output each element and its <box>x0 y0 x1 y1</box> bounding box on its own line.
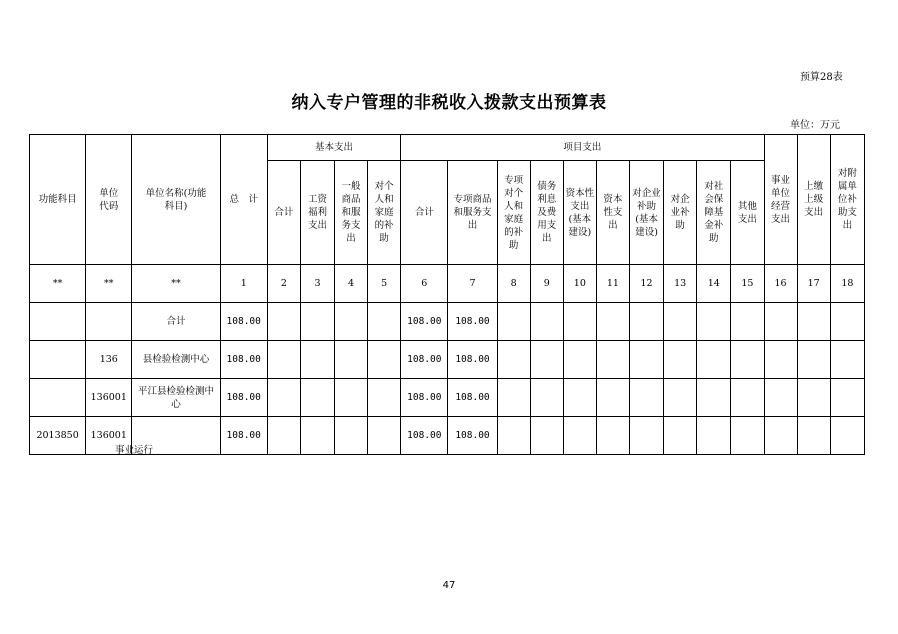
cell <box>368 417 401 455</box>
index-cell: 9 <box>530 265 563 303</box>
cell <box>267 303 300 341</box>
cell <box>664 379 697 417</box>
cell <box>830 303 864 341</box>
cell-code: 136001 <box>86 417 132 455</box>
header-col-13: 对企业补助 <box>664 161 697 265</box>
cell <box>731 417 764 455</box>
cell <box>267 379 300 417</box>
cell <box>697 417 731 455</box>
cell <box>764 341 797 379</box>
cell <box>267 341 300 379</box>
cell <box>497 303 530 341</box>
cell <box>630 379 664 417</box>
cell-project-goods: 108.00 <box>448 341 497 379</box>
cell-project-total: 108.00 <box>401 303 448 341</box>
cell <box>630 341 664 379</box>
header-col-4: 一般商品和服务支出 <box>335 161 368 265</box>
index-cell: 18 <box>830 265 864 303</box>
index-cell: 6 <box>401 265 448 303</box>
cell <box>335 341 368 379</box>
page-number: 47 <box>442 580 456 591</box>
cell <box>764 303 797 341</box>
cell <box>830 341 864 379</box>
cell-project-total: 108.00 <box>401 341 448 379</box>
table-row <box>30 341 865 379</box>
cell <box>731 341 764 379</box>
cell <box>335 417 368 455</box>
header-unit-code: 单位代码 <box>86 135 132 265</box>
cell <box>697 379 731 417</box>
cell <box>497 379 530 417</box>
page-title: 纳入专户管理的非税收入拨款支出预算表 <box>291 93 607 113</box>
header-col-18: 对附属单位补助支出 <box>830 135 864 265</box>
header-col-3: 工资福利支出 <box>300 161 334 265</box>
cell <box>563 341 596 379</box>
cell <box>731 379 764 417</box>
cell <box>563 303 596 341</box>
cell-project-goods: 108.00 <box>448 417 497 455</box>
cell <box>563 417 596 455</box>
header-row-1 <box>30 135 865 161</box>
header-col-9: 债务利息及费用支出 <box>530 161 563 265</box>
cell <box>664 341 697 379</box>
cell <box>797 341 830 379</box>
cell <box>497 341 530 379</box>
cell <box>497 417 530 455</box>
cell <box>267 417 300 455</box>
index-cell: 1 <box>220 265 267 303</box>
table-row <box>30 379 865 417</box>
header-col-5: 对个人和家庭的补助 <box>368 161 401 265</box>
cell <box>596 341 629 379</box>
cell-func <box>30 379 86 417</box>
cell <box>697 303 731 341</box>
cell <box>368 379 401 417</box>
cell <box>664 417 697 455</box>
cell-total: 108.00 <box>220 417 267 455</box>
header-basic-group: 基本支出 <box>267 135 400 161</box>
cell <box>797 417 830 455</box>
index-cell: 11 <box>596 265 629 303</box>
cell-func <box>30 341 86 379</box>
cell <box>797 303 830 341</box>
budget-table <box>29 134 865 455</box>
index-cell: 7 <box>448 265 497 303</box>
header-total: 总 计 <box>220 135 267 265</box>
header-col-2: 合计 <box>267 161 300 265</box>
cell-project-goods: 108.00 <box>448 303 497 341</box>
index-row <box>30 265 865 303</box>
index-cell: 5 <box>368 265 401 303</box>
index-cell: 15 <box>731 265 764 303</box>
table-row <box>30 303 865 341</box>
cell-total: 108.00 <box>220 379 267 417</box>
header-col-11: 资本性支出 <box>596 161 629 265</box>
cell-code <box>86 303 132 341</box>
row-name-overflow: 事业运行 <box>115 445 154 456</box>
header-col-12: 对企业补助(基本建设) <box>630 161 664 265</box>
cell <box>368 303 401 341</box>
cell <box>596 379 629 417</box>
index-cell: 13 <box>664 265 697 303</box>
cell <box>731 303 764 341</box>
index-cell: ** <box>30 265 86 303</box>
cell-name: 合计 <box>132 303 220 341</box>
cell-func: 2013850 <box>30 417 86 455</box>
cell-name: 平江县检验检测中心 <box>132 379 220 417</box>
cell <box>368 341 401 379</box>
cell-name: 县检验检测中心 <box>132 341 220 379</box>
index-cell: 10 <box>563 265 596 303</box>
cell-project-goods: 108.00 <box>448 379 497 417</box>
cell <box>764 379 797 417</box>
index-cell: 3 <box>300 265 334 303</box>
cell-project-total: 108.00 <box>401 379 448 417</box>
cell <box>764 417 797 455</box>
cell <box>335 379 368 417</box>
cell <box>630 303 664 341</box>
index-cell: 4 <box>335 265 368 303</box>
cell <box>830 417 864 455</box>
cell <box>530 379 563 417</box>
header-col-6: 合计 <box>401 161 448 265</box>
index-cell: 12 <box>630 265 664 303</box>
cell <box>596 417 629 455</box>
cell <box>300 379 334 417</box>
index-cell: 17 <box>797 265 830 303</box>
cell-total: 108.00 <box>220 303 267 341</box>
cell-code: 136 <box>86 341 132 379</box>
cell <box>596 303 629 341</box>
cell-project-total: 108.00 <box>401 417 448 455</box>
header-col-8: 专项对个人和家庭的补助 <box>497 161 530 265</box>
header-unit-name: 单位名称(功能科目) <box>132 135 220 265</box>
cell <box>300 341 334 379</box>
index-cell: 16 <box>764 265 797 303</box>
cell <box>530 303 563 341</box>
cell <box>300 417 334 455</box>
cell <box>630 417 664 455</box>
index-cell: 2 <box>267 265 300 303</box>
cell-code: 136001 <box>86 379 132 417</box>
index-cell: 14 <box>697 265 731 303</box>
cell <box>335 303 368 341</box>
index-cell: 8 <box>497 265 530 303</box>
header-col-14: 对社会保障基金补助 <box>697 161 731 265</box>
index-cell: ** <box>132 265 220 303</box>
cell-func <box>30 303 86 341</box>
cell <box>697 341 731 379</box>
cell <box>563 379 596 417</box>
table-row <box>30 417 865 455</box>
header-col-17: 上缴上级支出 <box>797 135 830 265</box>
unit-label: 单位：万元 <box>790 120 840 131</box>
cell <box>530 417 563 455</box>
cell-total: 108.00 <box>220 341 267 379</box>
cell <box>830 379 864 417</box>
header-project-group: 项目支出 <box>401 135 764 161</box>
table-number: 预算28表 <box>800 72 843 83</box>
cell <box>664 303 697 341</box>
header-col-16: 事业单位经营支出 <box>764 135 797 265</box>
header-func-code: 功能科目 <box>30 135 86 265</box>
cell <box>300 303 334 341</box>
cell <box>797 379 830 417</box>
index-cell: ** <box>86 265 132 303</box>
header-col-10: 资本性支出(基本建设) <box>563 161 596 265</box>
header-col-7: 专项商品和服务支出 <box>448 161 497 265</box>
cell <box>530 341 563 379</box>
header-col-15: 其他支出 <box>731 161 764 265</box>
